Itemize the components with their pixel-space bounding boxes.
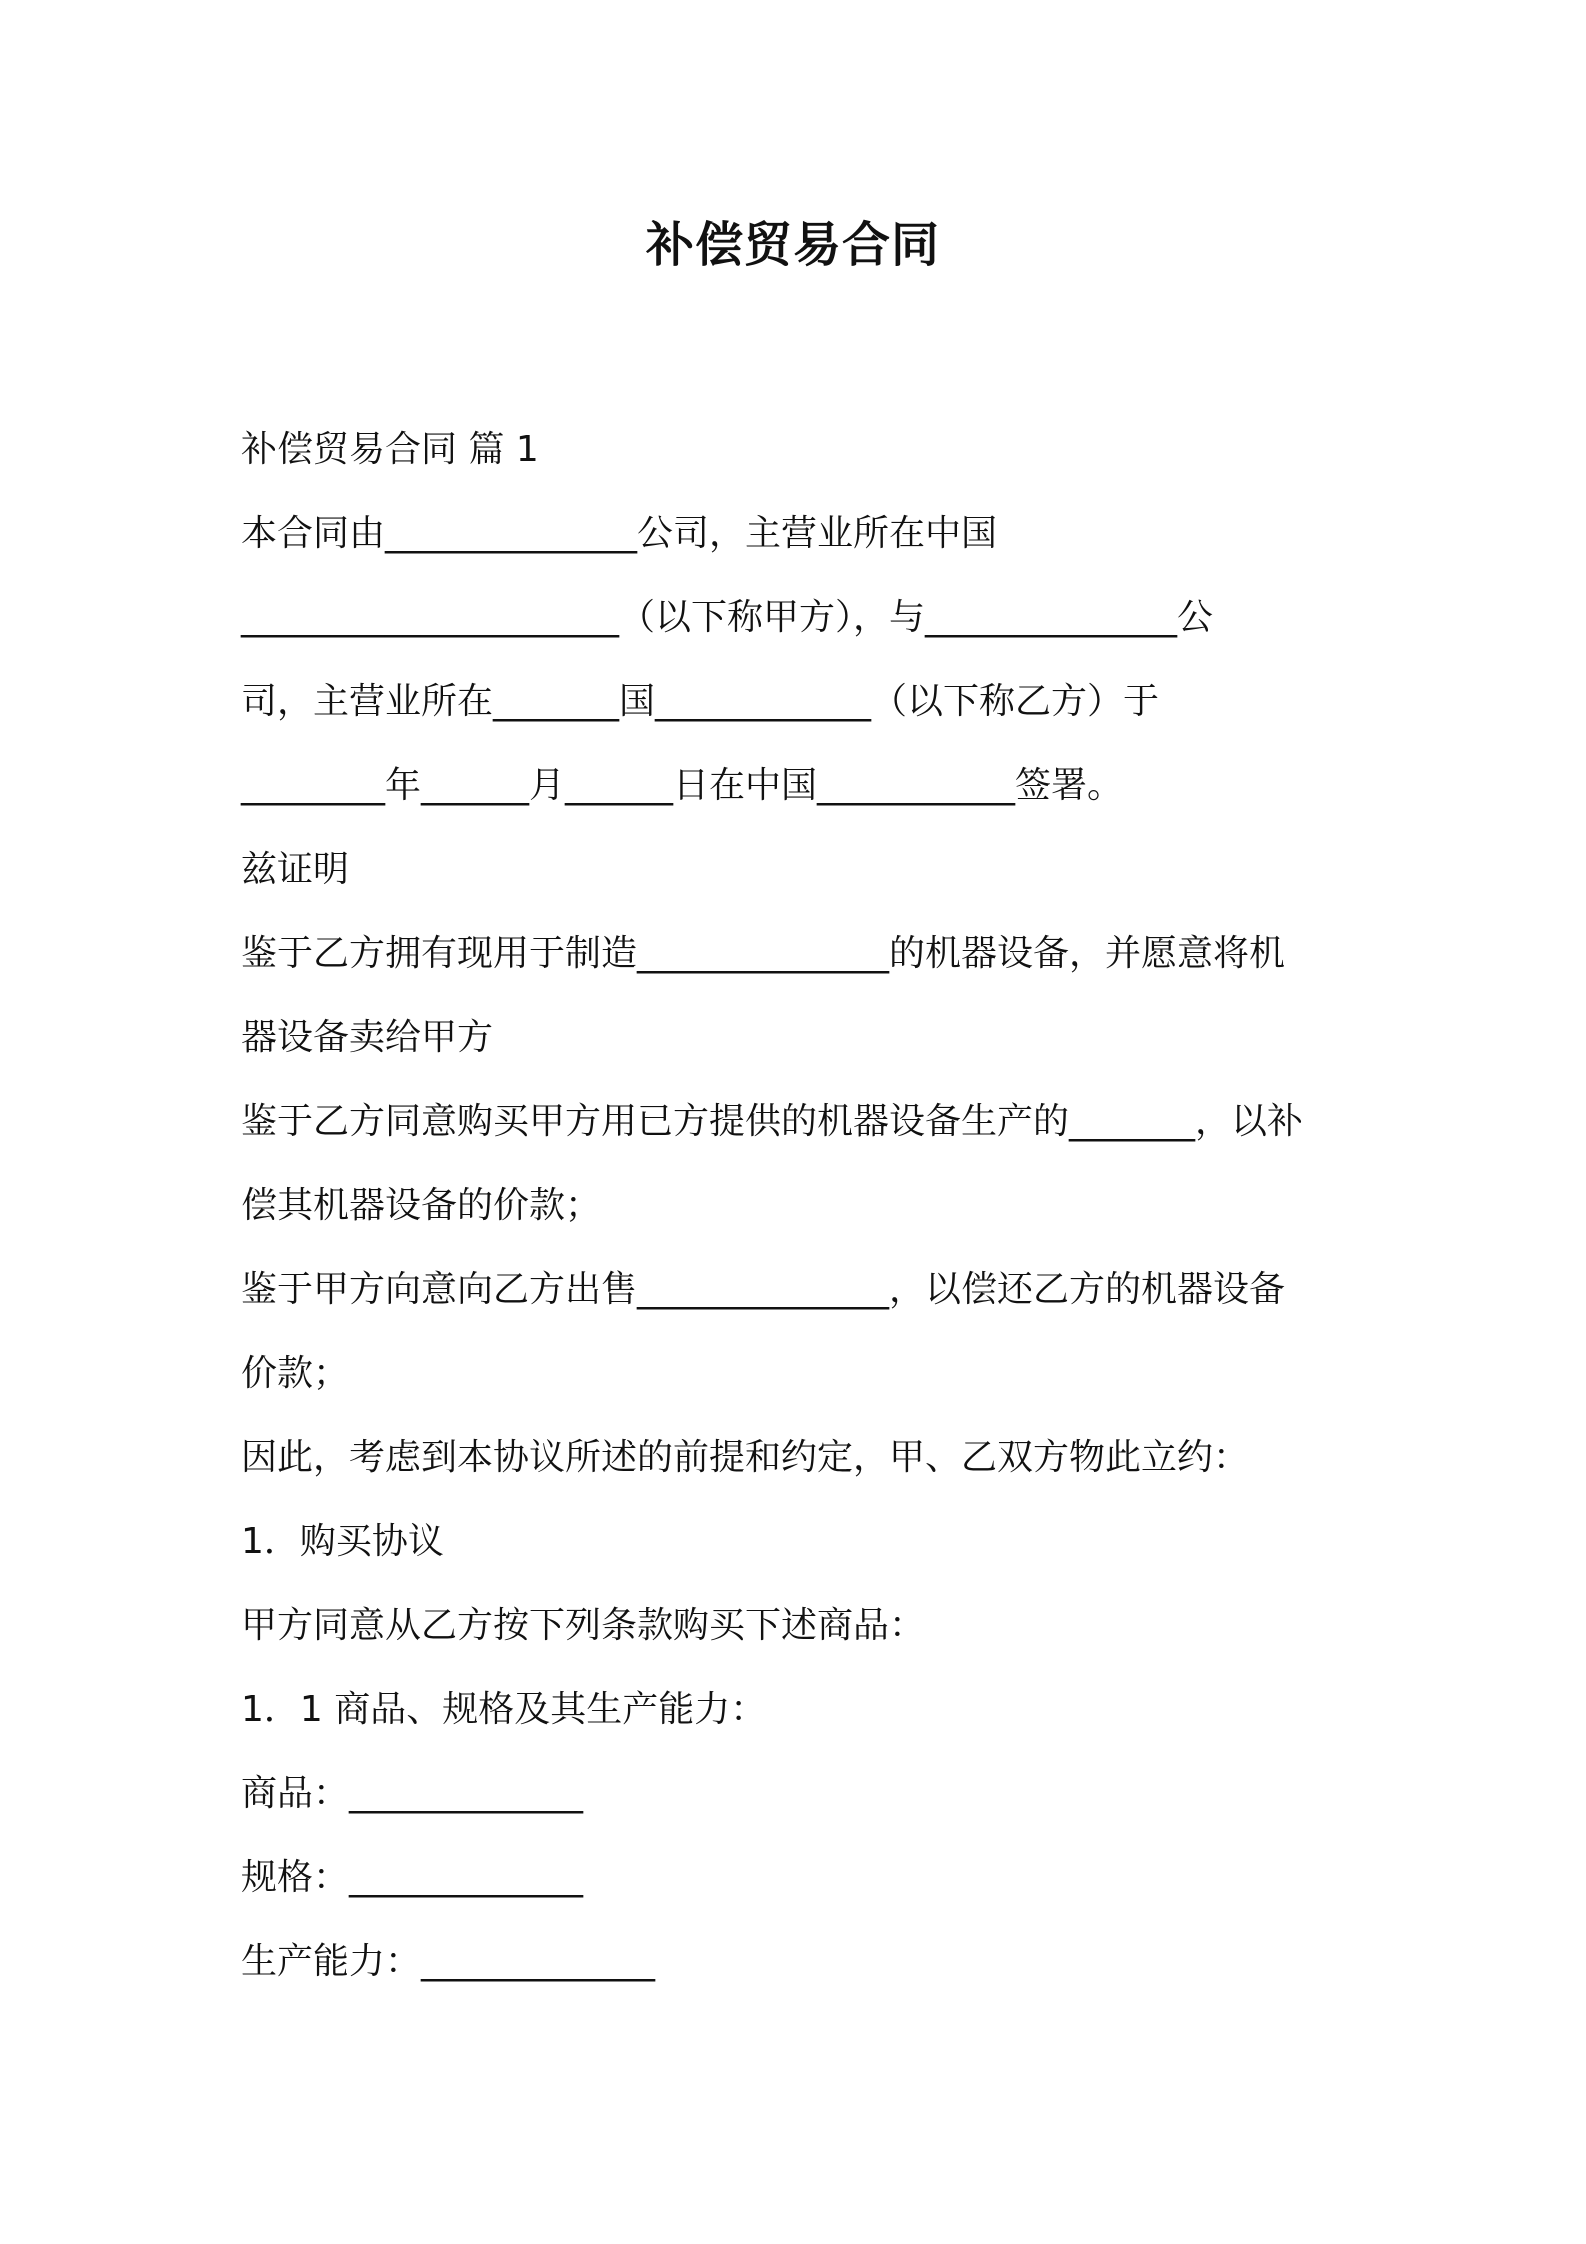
paragraph-line: 兹证明	[241, 849, 350, 890]
section-heading: 补偿贸易合同 篇 1	[241, 429, 539, 470]
field-line: 规格：_____________	[241, 1857, 584, 1898]
subclause-heading: 1．1 商品、规格及其生产能力：	[241, 1689, 767, 1730]
paragraph-line: 鉴于乙方拥有现用于制造______________的机器设备，并愿意将机	[241, 933, 1286, 974]
paragraph-line: 甲方同意从乙方按下列条款购买下述商品：	[241, 1605, 926, 1646]
paragraph-line: 鉴于乙方同意购买甲方用已方提供的机器设备生产的_______，以补	[241, 1101, 1304, 1142]
paragraph-line: 器设备卖给甲方	[241, 1017, 494, 1058]
paragraph-line: 鉴于甲方向意向乙方出售______________，以偿还乙方的机器设备	[241, 1269, 1286, 1310]
paragraph-line: ________年______月______日在中国___________签署。	[241, 765, 1124, 806]
paragraph-line: 偿其机器设备的价款；	[241, 1185, 602, 1226]
field-line: 商品：_____________	[241, 1773, 584, 1814]
document-body	[241, 408, 1376, 2004]
paragraph-line: _____________________（以下称甲方），与______________公	[241, 597, 1214, 638]
document-title: 补偿贸易合同	[645, 217, 940, 273]
field-line: 生产能力：_____________	[241, 1941, 656, 1982]
paragraph-line: 因此，考虑到本协议所述的前提和约定，甲、乙双方物此立约：	[241, 1437, 1250, 1478]
paragraph-line: 价款；	[241, 1353, 350, 1394]
paragraph-line: 司，主营业所在_______国____________（以下称乙方）于	[241, 681, 1160, 722]
clause-heading: 1．购买协议	[241, 1521, 444, 1562]
paragraph-line: 本合同由______________公司，主营业所在中国	[241, 513, 998, 554]
